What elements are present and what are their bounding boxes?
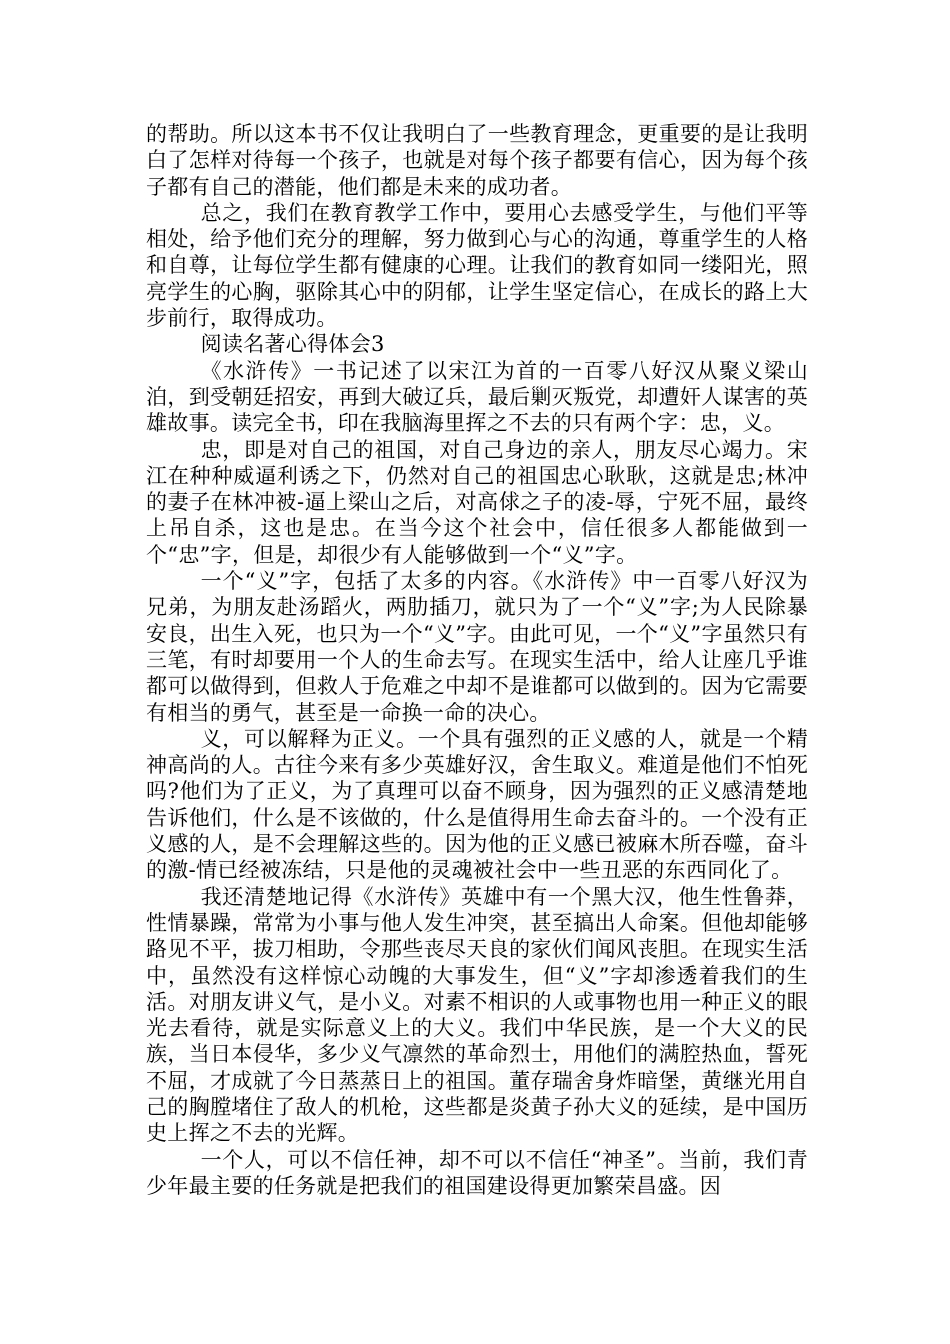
- paragraph-justice: 义，可以解释为正义。一个具有强烈的正义感的人，就是一个精神高尚的人。古往今来有多少英雄好汉，舍生取义。难道是他们不怕死吗?他们为了正义，为了真理可以奋不顾身，因为强烈的正义感清楚地告诉他们，什么是不该做的，什么是值得用生命去奋斗的。一个没有正义感的人，是不会理解这些的。因为他的正义感已被麻木所吞噬，奋斗的激-情已经被冻结，只是他的灵魂被社会中一些丑恶的东西同化了。: [146, 726, 808, 883]
- paragraph-righteousness: 一个“义”字，包括了太多的内容。《水浒传》中一百零八好汉为兄弟，为朋友赴汤蹈火，两肋插刀，就只为了一个“义”字;为人民除暴安良，出生入死，也只为一个“义”字。由此可见，一个“义”字虽然只有三笔，有时却要用一个人的生命去写。在现实生活中，给人让座几乎谁都可以做得到，但救人于危难之中却不是谁都可以做到的。因为它需要有相当的勇气，甚至是一命换一命的决心。: [146, 569, 808, 725]
- paragraph-intro: 《水浒传》一书记述了以宋江为首的一百零八好汉从聚义梁山泊，到受朝廷招安，再到大破辽兵，最后剿灭叛党，却遭奸人谋害的英雄故事。读完全书，印在我脑海里挥之不去的只有两个字：忠，义。: [146, 358, 808, 436]
- section-heading: 阅读名著心得体会3: [200, 332, 385, 357]
- paragraph-hero: 我还清楚地记得《水浒传》英雄中有一个黑大汉，他生性鲁莽，性情暴躁，常常为小事与他人发生冲突，甚至搞出人命案。但他却能够路见不平，拔刀相助，令那些丧尽天良的家伙们闻风丧胆。在现实生活中，虽然没有这样惊心动魄的大事发生，但“义”字却渗透着我们的生活。对朋友讲义气，是小义。对素不相识的人或事物也用一种正义的眼光去看待，就是实际意义上的大义。我们中华民族，是一个大义的民族，当日本侵华，多少义气凛然的革命烈士，用他们的满腔热血，誓死不屈，才成就了今日蒸蒸日上的祖国。董存瑞舍身炸暗堡，黄继光用自己的胸膛堵住了敌人的机枪，这些都是炎黄子孙大义的延续，是中国历史上挥之不去的光辉。: [146, 884, 808, 1146]
- document-body: [146, 121, 808, 1199]
- paragraph-continuation: 的帮助。所以这本书不仅让我明白了一些教育理念，更重要的是让我明白了怎样对待每一个孩子，也就是对每个孩子都要有信心，因为每个孩子都有自己的潜能，他们都是未来的成功者。: [146, 122, 808, 199]
- paragraph-conclusion: 总之，我们在教育教学工作中，要用心去感受学生，与他们平等相处，给予他们充分的理解，努力做到心与心的沟通，尊重学生的人格和自尊，让每位学生都有健康的心理。让我们的教育如同一缕阳光，照亮学生的心胸，驱除其心中的阴郁，让学生坚定信心，在成长的路上大步前行，取得成功。: [146, 200, 808, 331]
- paragraph-loyalty: 忠，即是对自己的祖国，对自己身边的亲人，朋友尽心竭力。宋江在种种威逼利诱之下，仍然对自己的祖国忠心耿耿，这就是忠;林冲的妻子在林冲被-逼上梁山之后，对高俅之子的凌-辱，宁死不屈，最终上吊自杀，这也是忠。在当今这个社会中，信任很多人都能做到一个“忠”字，但是，却很少有人能够做到一个“义”字。: [146, 437, 808, 567]
- paragraph-closing: 一个人，可以不信任神，却不可以不信任“神圣”。当前，我们青少年最主要的任务就是把我们的祖国建设得更加繁荣昌盛。因: [146, 1147, 808, 1198]
